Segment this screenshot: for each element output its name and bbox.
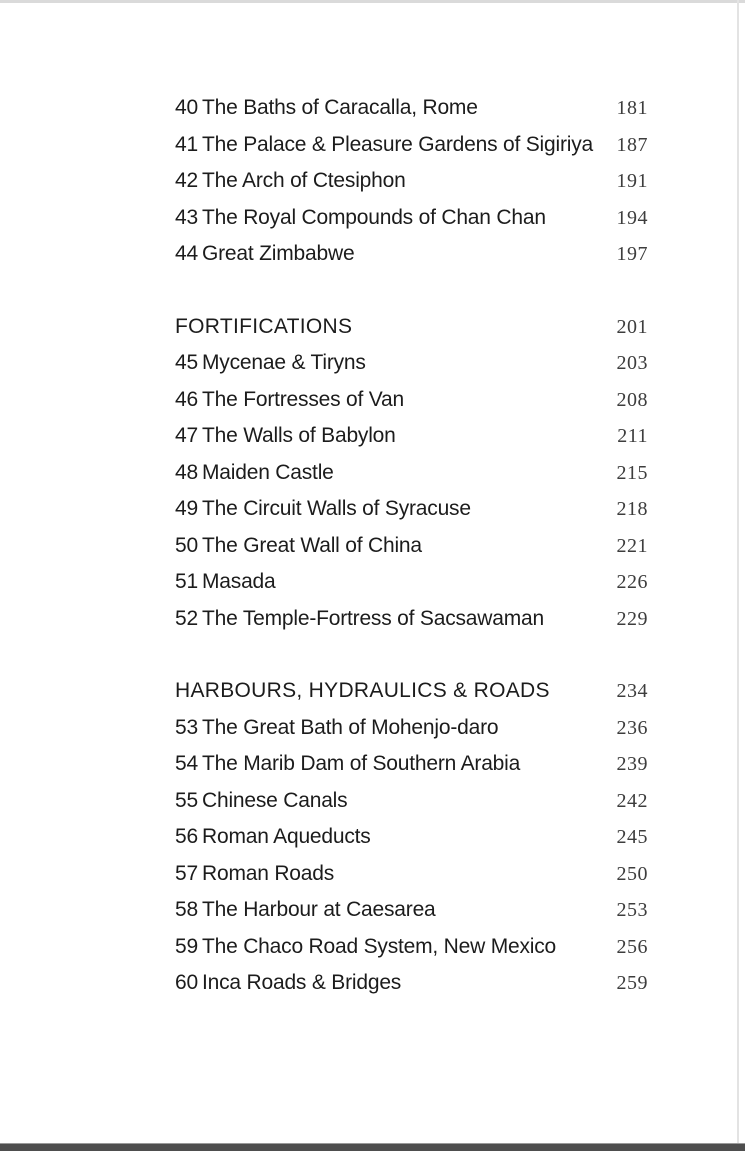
page-number: 181: [616, 97, 648, 119]
chapter-number: 58: [175, 898, 198, 921]
chapter-title: The Arch of Ctesiphon: [202, 169, 406, 192]
chapter-title: Inca Roads & Bridges: [202, 971, 402, 994]
page-number: 191: [616, 170, 648, 192]
page-number: 259: [616, 972, 648, 994]
chapter-number: 50: [175, 533, 198, 557]
page-number: 250: [616, 862, 648, 885]
chapter-number: 54: [175, 752, 198, 775]
chapter-title: Masada: [202, 570, 276, 593]
chapter-title: The Royal Compounds of Chan Chan: [202, 205, 546, 229]
page-number: 234: [616, 680, 648, 702]
chapter-title: Mycenae & Tiryns: [202, 351, 366, 374]
toc-section-harbours-hydraulics-roads: [175, 679, 648, 1008]
toc-item-44[interactable]: [175, 242, 648, 279]
page-number: 242: [616, 789, 648, 812]
page-number: 253: [616, 899, 648, 921]
chapter-number: 47: [175, 424, 198, 447]
toc-item-41[interactable]: [175, 133, 648, 170]
chapter-title: Great Zimbabwe: [202, 242, 355, 265]
chapter-title: The Fortresses of Van: [202, 387, 404, 411]
toc-section-monuments-continued: [175, 96, 648, 279]
toc-item-60[interactable]: [175, 971, 648, 1008]
toc-item-45[interactable]: [175, 351, 648, 388]
section-title: HARBOURS, HYDRAULICS & ROADS: [175, 679, 550, 702]
page-number: 208: [616, 388, 648, 411]
chapter-title: Roman Roads: [202, 861, 335, 885]
chapter-number: 45: [175, 351, 198, 374]
toc-item-58[interactable]: [175, 898, 648, 935]
page-number: 201: [616, 315, 648, 338]
chapter-title: The Marib Dam of Southern Arabia: [202, 752, 521, 775]
page-number: 218: [616, 498, 648, 520]
toc-item-51[interactable]: [175, 570, 648, 607]
chapter-number: 42: [175, 169, 198, 192]
chapter-title: The Temple-Fortress of Sacsawaman: [202, 606, 544, 630]
chapter-number: 41: [175, 132, 198, 156]
toc-item-46[interactable]: [175, 388, 648, 425]
page-number: 211: [617, 425, 648, 447]
toc-item-42[interactable]: [175, 169, 648, 206]
chapter-number: 40: [175, 96, 198, 119]
page-number: 236: [616, 716, 648, 739]
toc-item-48[interactable]: [175, 461, 648, 498]
chapter-number: 60: [175, 971, 198, 994]
chapter-number: 57: [175, 861, 198, 885]
chapter-title: Maiden Castle: [202, 460, 334, 484]
toc-item-49[interactable]: [175, 497, 648, 534]
chapter-title: The Great Wall of China: [202, 533, 422, 557]
toc-item-47[interactable]: [175, 424, 648, 461]
toc-item-59[interactable]: [175, 935, 648, 972]
toc-item-55[interactable]: [175, 789, 648, 826]
page-number: 221: [616, 534, 648, 557]
chapter-title: The Circuit Walls of Syracuse: [202, 497, 471, 520]
chapter-number: 56: [175, 825, 198, 848]
toc-item-53[interactable]: [175, 716, 648, 753]
chapter-title: The Great Bath of Mohenjo-daro: [202, 715, 499, 739]
chapter-title: The Palace & Pleasure Gardens of Sigiriya: [202, 132, 594, 156]
chapter-title: Chinese Canals: [202, 788, 348, 812]
chapter-number: 46: [175, 387, 198, 411]
chapter-title: The Baths of Caracalla, Rome: [202, 96, 478, 119]
chapter-number: 59: [175, 934, 198, 958]
chapter-title: Roman Aqueducts: [202, 825, 371, 848]
chapter-number: 55: [175, 788, 198, 812]
page-top-edge: [0, 0, 745, 3]
toc-item-54[interactable]: [175, 752, 648, 789]
toc-item-56[interactable]: [175, 825, 648, 862]
page-number: 256: [616, 935, 648, 958]
page-number: 194: [616, 206, 648, 229]
chapter-number: 49: [175, 497, 198, 520]
page-number: 187: [616, 133, 648, 156]
page-number: 229: [616, 607, 648, 630]
toc-heading-fortifications[interactable]: [175, 315, 648, 352]
section-title: FORTIFICATIONS: [175, 314, 353, 338]
toc-item-43[interactable]: [175, 206, 648, 243]
page-number: 239: [616, 753, 648, 775]
toc-item-50[interactable]: [175, 534, 648, 571]
table-of-contents: [175, 96, 648, 1008]
toc-section-fortifications: [175, 315, 648, 644]
chapter-number: 51: [175, 570, 198, 593]
page-number: 245: [616, 826, 648, 848]
chapter-number: 53: [175, 715, 198, 739]
chapter-title: The Walls of Babylon: [202, 424, 396, 447]
page-number: 197: [616, 243, 648, 265]
chapter-number: 52: [175, 606, 198, 630]
toc-item-57[interactable]: [175, 862, 648, 899]
chapter-number: 48: [175, 460, 198, 484]
page-right-edge-line: [737, 0, 739, 1151]
toc-item-52[interactable]: [175, 607, 648, 644]
toc-heading-harbours[interactable]: [175, 679, 648, 716]
chapter-title: The Harbour at Caesarea: [202, 898, 436, 921]
chapter-number: 44: [175, 242, 198, 265]
page-number: 226: [616, 571, 648, 593]
page-number: 203: [616, 352, 648, 374]
page-number: 215: [616, 461, 648, 484]
chapter-number: 43: [175, 205, 198, 229]
toc-item-40[interactable]: [175, 96, 648, 133]
page-bottom-bar: [0, 1143, 745, 1151]
chapter-title: The Chaco Road System, New Mexico: [202, 934, 557, 958]
